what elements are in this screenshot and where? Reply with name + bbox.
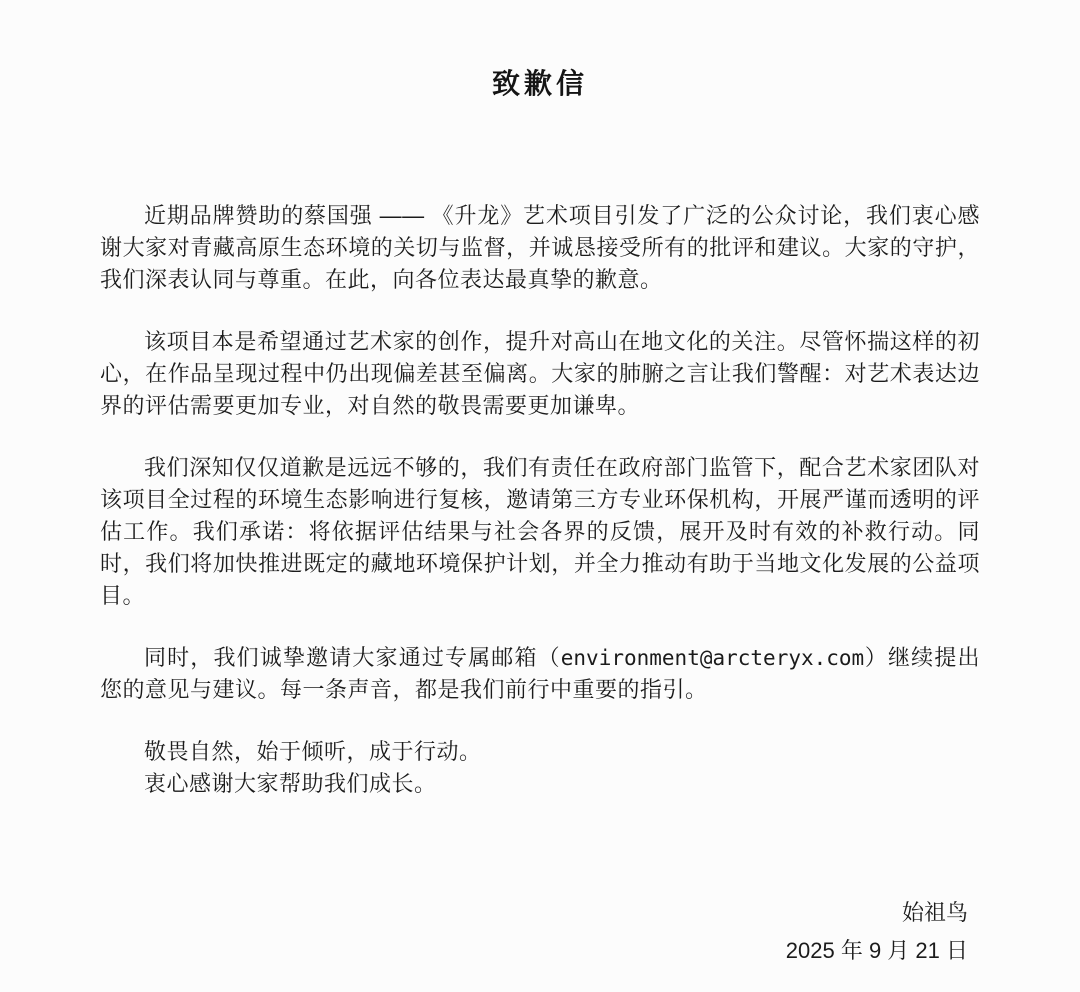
closing-line-1: 敬畏自然，始于倾听，成于行动。: [144, 739, 482, 764]
letter-paragraph-3: 我们深知仅仅道歉是远远不够的，我们有责任在政府部门监管下，配合艺术家团队对该项目全过程的环境生态影响进行复核，邀请第三方专业环保机构，开展严谨而透明的评估工作。我们承诺：将依据评估结果与社会各界的反馈，展开及时有效的补救行动。同时，我们将加快推进既定的藏地环境保护计划，并全力推动有助于当地文化发展的公益项目。: [100, 455, 980, 608]
closing-line-2: 衷心感谢大家帮助我们成长。: [144, 771, 437, 796]
paragraph-4-text-after-email: ）继续提出您的意见与建议。每一条声音，都是我们前行中重要的指引。: [100, 645, 980, 702]
letter-paragraph-4: [100, 642, 980, 706]
letter-paragraph-1: 近期品牌赞助的蔡国强 —— 《升龙》艺术项目引发了广泛的公众讨论，我们衷心感谢大家对青藏高原生态环境的关切与监督，并诚恳接受所有的批评和建议。大家的守护，我们深表认同与尊重。在此，向各位表达最真挚的歉意。: [100, 203, 980, 292]
signature-name: 始祖鸟: [901, 900, 968, 925]
letter-title: 致歉信: [491, 68, 588, 99]
signature-block: [100, 894, 980, 970]
paragraph-4-text-before-email: 同时，我们诚挚邀请大家通过专属邮箱（: [144, 645, 561, 670]
letter-paragraph-2: 该项目本是希望通过艺术家的创作，提升对高山在地文化的关注。尽管怀揣这样的初心，在作品呈现过程中仍出现偏差甚至偏离。大家的肺腑之言让我们警醒：对艺术表达边界的评估需要更加专业，对自然的敬畏需要更加谦卑。: [100, 329, 980, 418]
contact-email: environment@arcteryx.com: [560, 646, 865, 670]
signature-date: 2025 年 9 月 21 日: [785, 938, 968, 963]
